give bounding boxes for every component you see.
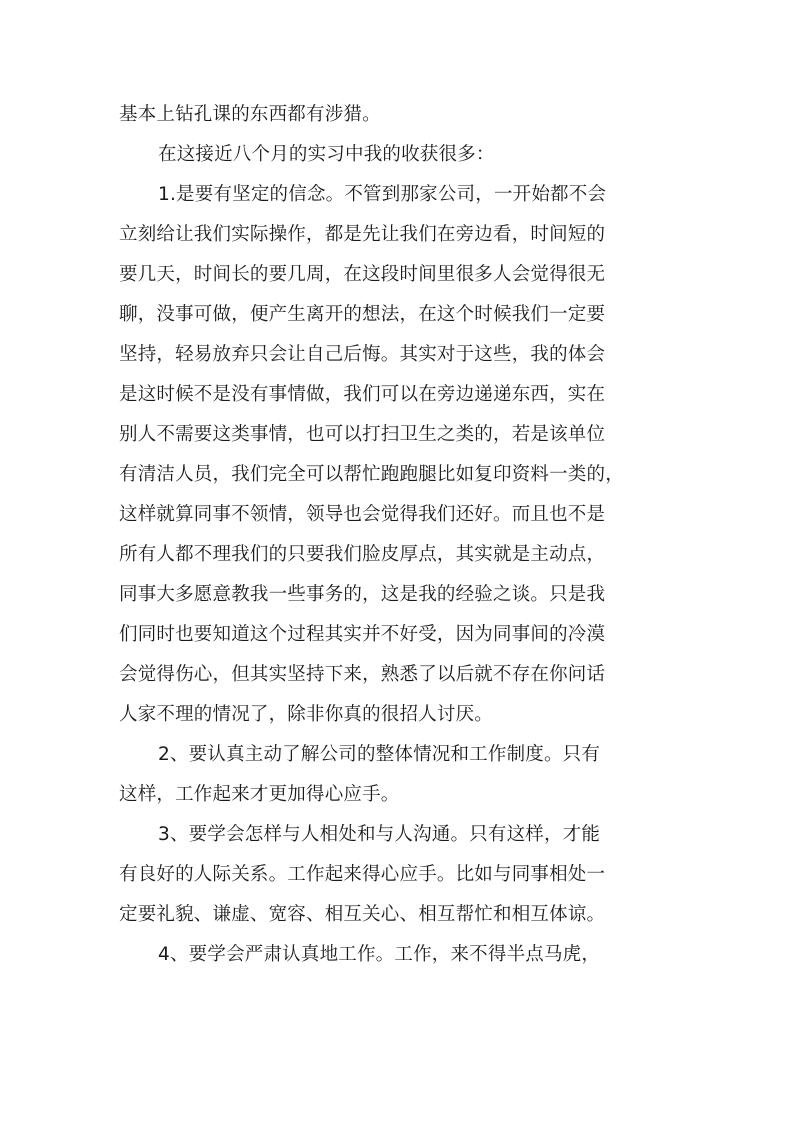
text-line: 这样，工作起来才更加得心应手。 [119,784,400,805]
text-line: 基本上钻孔课的东西都有涉猎。 [119,104,381,125]
text-line: 要几天，时间长的要几周，在这段时间里很多人会觉得很无 [119,264,606,285]
paragraph-start: 2、要认真主动了解公司的整体情况和工作制度。只有 [158,744,601,765]
document-body [119,95,689,975]
paragraph-start: 在这接近八个月的实习中我的收获很多： [158,144,495,165]
text-line: 立刻给让我们实际操作，都是先让我们在旁边看，时间短的 [119,224,606,245]
text-line: 们同时也要知道这个过程其实并不好受，因为同事间的冷漠 [119,624,606,645]
text-line: 所有人都不理我们的只要我们脸皮厚点，其实就是主动点， [119,544,606,565]
paragraph-start: 4、要学会严肃认真地工作。工作，来不得半点马虎， [158,944,601,965]
text-line: 别人不需要这类事情，也可以打扫卫生之类的，若是该单位 [119,424,606,445]
text-line: 会觉得伤心，但其实坚持下来，熟悉了以后就不存在你问话 [119,664,606,685]
text-line: 同事大多愿意教我一些事务的，这是我的经验之谈。只是我 [119,584,606,605]
text-line: 有清洁人员，我们完全可以帮忙跑跑腿比如复印资料一类的， [119,464,624,485]
text-line: 是这时候不是没有事情做，我们可以在旁边递递东西，实在 [119,384,606,405]
text-line: 这样就算同事不领情，领导也会觉得我们还好。而且也不是 [119,504,606,525]
text-line: 聊，没事可做，便产生离开的想法，在这个时候我们一定要 [119,304,606,325]
text-line: 坚持，轻易放弃只会让自己后悔。其实对于这些，我的体会 [119,344,606,365]
text-line: 定要礼貌、谦虚、宽容、相互关心、相互帮忙和相互体谅。 [119,904,606,925]
paragraph-start: 1.是要有坚定的信念。不管到那家公司，一开始都不会 [158,184,607,205]
text-line: 有良好的人际关系。工作起来得心应手。比如与同事相处一 [119,864,606,885]
text-line: 人家不理的情况了，除非你真的很招人讨厌。 [119,704,494,725]
paragraph-start: 3、要学会怎样与人相处和与人沟通。只有这样，才能 [158,824,601,845]
